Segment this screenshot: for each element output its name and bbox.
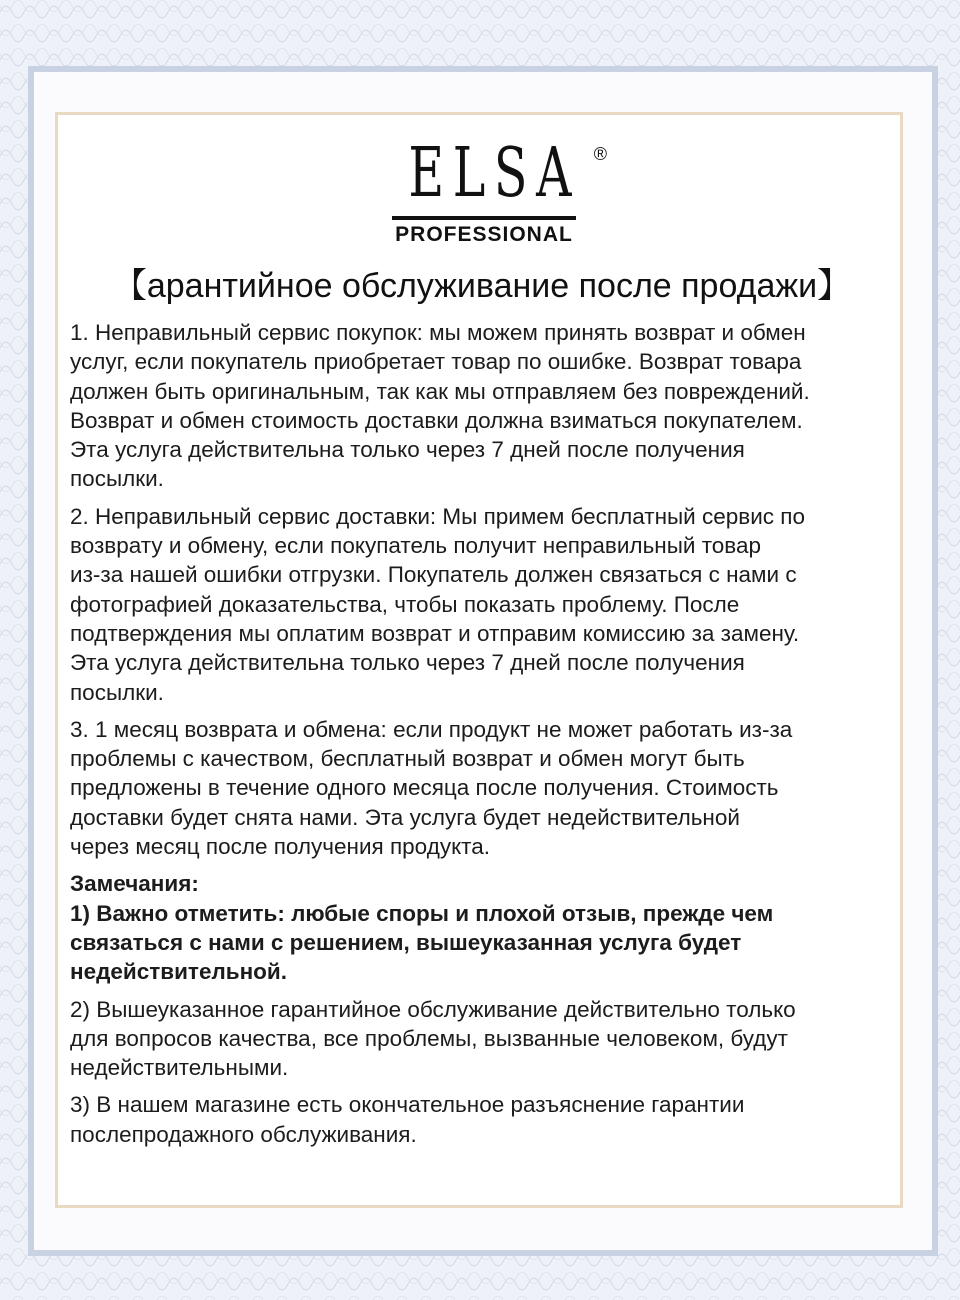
section-3-line: предложены в течение одного месяца после получения. Стоимость xyxy=(70,775,779,801)
section-2-line: фотографией доказательства, чтобы показать проблему. После xyxy=(70,591,740,617)
section-3-line: доставки будет снята нами. Эта услуга будет недействительной xyxy=(70,804,740,830)
section-3 xyxy=(70,715,898,861)
note-1-line: недействительной. xyxy=(70,959,288,985)
registered-mark: ® xyxy=(593,144,607,164)
note-2-line: для вопросов качества, все проблемы, вызванные человеком, будут xyxy=(70,1025,788,1051)
section-1-line: услуг, если покупатель приобретает товар по ошибке. Возврат товара xyxy=(70,349,802,375)
note-1-line: 1) Важно отметить: любые споры и плохой отзыв, прежде чем xyxy=(70,900,774,926)
section-2-line: Эта услуга действительна только через 7 дней после получения xyxy=(70,650,745,676)
logo-underline xyxy=(392,216,576,220)
note-3 xyxy=(70,1090,898,1149)
notes-section xyxy=(70,869,898,986)
section-2 xyxy=(70,502,898,707)
logo-wordmark: ELSA xyxy=(408,134,581,213)
section-2-line: 2. Неправильный сервис доставки: Мы примем бесплатный сервис по xyxy=(70,503,805,529)
section-2-line: подтверждения мы оплатим возврат и отправим комиссию за замену. xyxy=(70,620,800,646)
note-3-line: послепродажного обслуживания. xyxy=(70,1121,417,1147)
section-1-line: Эта услуга действительна только через 7 дней после получения xyxy=(70,437,745,463)
section-2-line: посылки. xyxy=(70,679,164,705)
note-2-line: недействительными. xyxy=(70,1055,289,1081)
section-3-line: 3. 1 месяц возврата и обмена: если продукт не может работать из-за xyxy=(70,716,793,742)
section-2-line: возврату и обмену, если покупатель получит неправильный товар xyxy=(70,533,761,559)
note-1-line: связаться с нами с решением, вышеуказанная услуга будет xyxy=(70,929,742,955)
section-2-line: из-за нашей ошибки отгрузки. Покупатель должен связаться с нами с xyxy=(70,562,797,588)
note-3-line: 3) В нашем магазине есть окончательное разъяснение гарантии xyxy=(70,1092,745,1118)
section-1-line: посылки. xyxy=(70,466,164,492)
logo-subtitle: PROFESSIONAL xyxy=(395,223,573,246)
section-1-line: должен быть оригинальным, так как мы отправляем без повреждений. xyxy=(70,378,810,404)
section-1-line: Возврат и обмен стоимость доставки должна взиматься покупателем. xyxy=(70,407,803,433)
notes-heading: Замечания: xyxy=(70,871,199,897)
section-3-line: проблемы с качеством, бесплатный возврат и обмен могут быть xyxy=(70,746,745,772)
section-1-line: 1. Неправильный сервис покупок: мы можем принять возврат и обмен xyxy=(70,320,806,345)
note-2-line: 2) Вышеуказанное гарантийное обслуживание действительно только xyxy=(70,996,796,1022)
page-title: 【арантийное обслуживание после продажи】 xyxy=(112,267,852,305)
section-1 xyxy=(70,318,898,494)
note-2 xyxy=(70,995,898,1083)
section-3-line: через месяц после получения продукта. xyxy=(70,834,490,860)
document-content xyxy=(70,134,898,1149)
brand-logo xyxy=(379,134,607,252)
